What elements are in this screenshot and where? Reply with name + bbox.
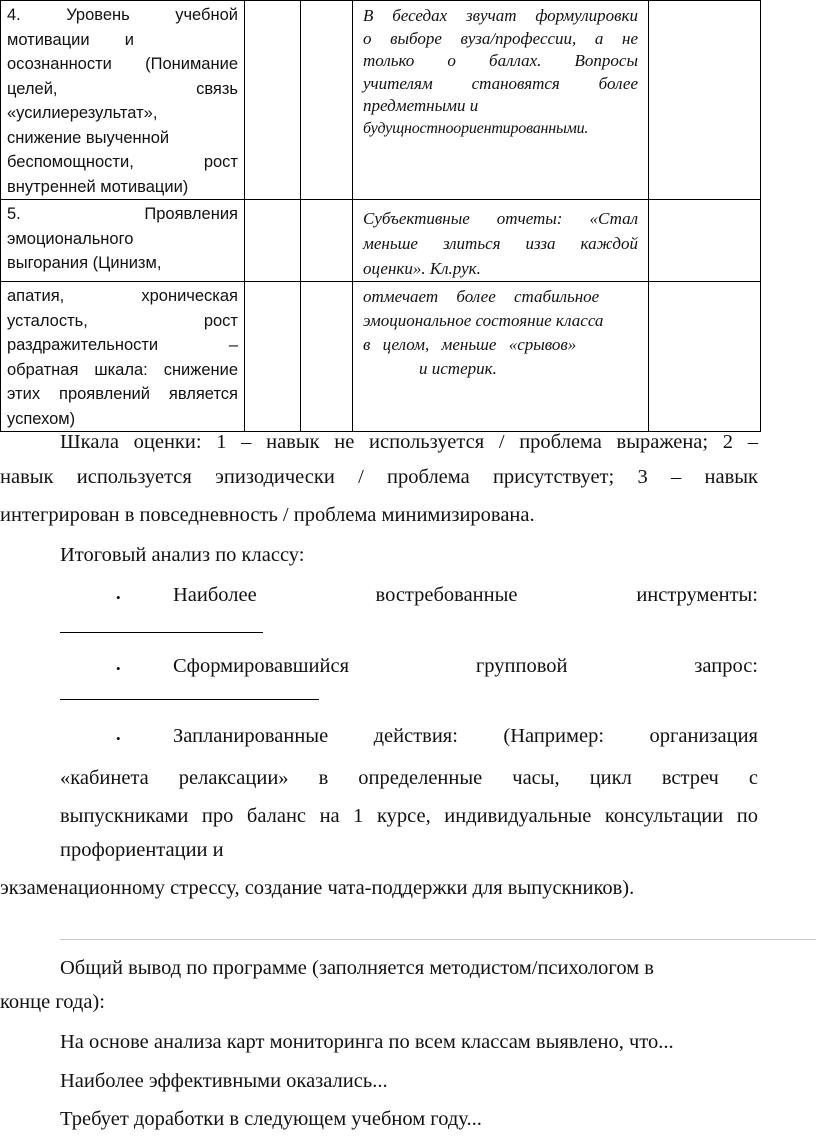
comment-line: только о баллах. Вопросы [363, 51, 638, 70]
criterion-line: обратная шкала: снижение [7, 360, 238, 379]
comment-line: В беседах звучат формулировки [363, 6, 638, 25]
table-cell-comment [353, 200, 649, 282]
comment-line: и истерик. [419, 359, 497, 378]
scale-line: навык используется эпизодически / проблема присутствует; 3 – навык [0, 466, 758, 488]
summary-word: запрос: [694, 655, 758, 677]
criterion-line: выгорания (Цинизм, [7, 254, 162, 272]
table-cell-comment [353, 282, 649, 432]
conclusion-heading: конце года): [0, 991, 105, 1013]
summary-word: востребованные [375, 584, 518, 606]
bullet-icon: • [116, 590, 121, 605]
summary-item-actions: экзаменационному стрессу, создание чата-поддержки для выпускников). [0, 877, 635, 899]
criterion-line: этих проявлений является [7, 385, 238, 403]
bullet-icon: • [116, 731, 121, 746]
criterion-line: осознанности (Понимание [7, 55, 238, 73]
section-divider [60, 939, 816, 940]
conclusion-heading: Общий вывод по программе (заполняется методистом/психологом в [60, 957, 654, 979]
conclusion-line: Требует доработки в следующем учебном году... [60, 1108, 482, 1130]
criterion-line: «усилиерезультат», [7, 104, 158, 122]
summary-item-tools [173, 580, 758, 610]
table-cell-empty [649, 282, 761, 432]
summary-word: инструменты: [636, 584, 758, 606]
summary-item-request [173, 651, 758, 681]
conclusion-line: Наиболее эффективными оказались... [60, 1070, 388, 1092]
comment-line: меньше злиться изза каждой [363, 234, 638, 253]
summary-heading: Итоговый анализ по классу: [60, 544, 305, 566]
table-cell-criterion [1, 1, 245, 200]
scale-line: интегрирован в повседневность / проблема минимизирована. [0, 504, 535, 526]
table-cell-empty [245, 200, 301, 282]
summary-item-actions: выпускниками про баланс на 1 курсе, индивидуальные консультации по [60, 805, 758, 827]
comment-line: о выборе вуза/профессии, а не [363, 28, 638, 48]
table-row [1, 282, 761, 432]
table-cell-empty [301, 1, 353, 200]
summary-item-actions: Запланированные действия: (Например: организация [173, 725, 758, 747]
comment-line: Субъективные отчеты: «Стал [363, 209, 638, 228]
criterion-line: беспомощности, рост [7, 153, 238, 171]
comment-line: учителям становятся более [363, 73, 638, 93]
criterion-line: 4. Уровень учебной [7, 6, 238, 24]
bullet-icon: • [116, 661, 121, 676]
comment-line: отмечает более стабильное [363, 287, 600, 306]
criterion-line: апатия, хроническая [7, 287, 238, 305]
criterion-line: эмоционального [7, 229, 134, 248]
criterion-line: внутренней мотивации) [7, 177, 189, 196]
criterion-line: мотивации и [7, 30, 134, 49]
fill-in-line[interactable] [60, 632, 263, 633]
table-cell-empty [649, 200, 761, 282]
criterion-line: усталость, рост [7, 311, 238, 330]
table-cell-empty [301, 200, 353, 282]
table-cell-empty [245, 1, 301, 200]
comment-line: оценки». Кл.рук. [363, 259, 481, 278]
monitoring-table [0, 0, 761, 432]
table-cell-empty [245, 282, 301, 432]
summary-word: Наиболее [173, 584, 257, 606]
summary-item-actions: «кабинета релаксации» в определенные часы, цикл встреч с [60, 767, 758, 789]
criterion-line: целей, связь [7, 79, 238, 98]
table-cell-comment [353, 1, 649, 200]
criterion-line: снижение выученной [7, 128, 170, 147]
table-cell-criterion [1, 282, 245, 432]
fill-in-line[interactable] [60, 699, 319, 700]
comment-line: предметными и [363, 96, 479, 115]
comment-line: эмоциональное состояние класса [363, 311, 604, 330]
table-row [1, 200, 761, 282]
criterion-line: успехом) [7, 409, 76, 428]
comment-line: будущностноориентированными. [363, 119, 589, 137]
table-cell-empty [301, 282, 353, 432]
criterion-line: раздражительности – [7, 336, 238, 354]
table-cell-criterion [1, 200, 245, 282]
summary-item-actions: профориентации и [60, 839, 224, 861]
table-row [1, 1, 761, 200]
summary-word: групповой [475, 655, 568, 677]
criterion-line: 5. Проявления [7, 205, 238, 223]
conclusion-line: На основе анализа карт мониторинга по всем классам выявлено, что... [60, 1031, 674, 1053]
table-cell-empty [649, 1, 761, 200]
summary-word: Сформировавшийся [173, 655, 350, 677]
comment-line: в целом, меньше «срывов» [363, 335, 577, 354]
scale-line: Шкала оценки: 1 – навык не используется / проблема выражена; 2 – [60, 431, 758, 453]
